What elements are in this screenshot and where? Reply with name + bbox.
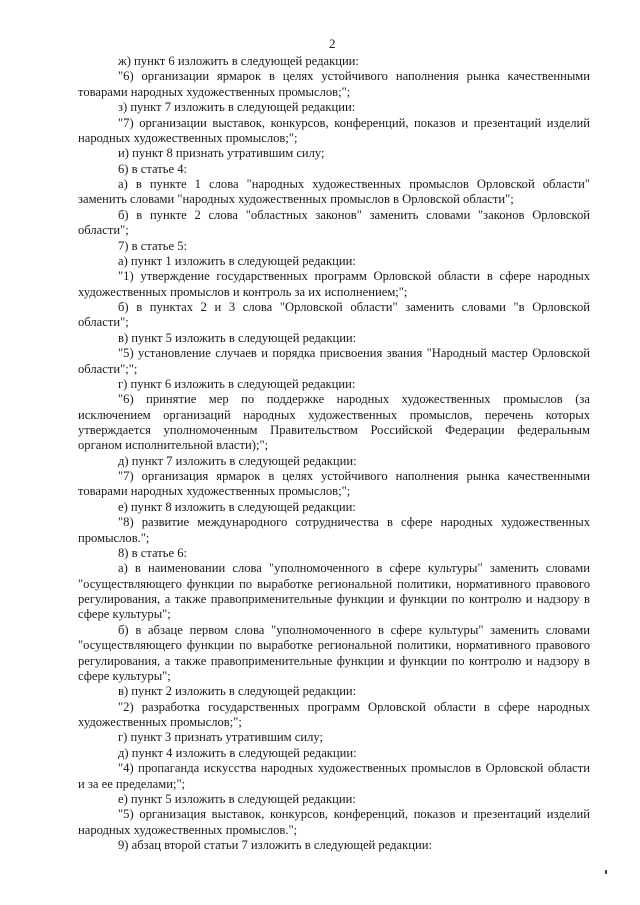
text-line: органом исполнительной власти);"; — [78, 438, 269, 453]
text-line: "7) организации выставок, конкурсов, конференций, показов и презентаций изделий — [118, 115, 590, 130]
text-line: области"; — [78, 223, 129, 238]
text-line: "6) организации ярмарок в целях устойчивого наполнения рынка качественными — [118, 69, 590, 84]
text-line: и за ее пределами;"; — [78, 776, 186, 791]
text-line: ж) пункт 6 изложить в следующей редакции: — [118, 54, 359, 68]
text-line: 7) в статье 5: — [118, 238, 188, 253]
scan-mark — [605, 870, 607, 874]
text-line: в) пункт 5 изложить в следующей редакции: — [118, 330, 357, 345]
text-line: в) пункт 2 изложить в следующей редакции: — [118, 684, 357, 699]
text-line: "5) организация выставок, конкурсов, конференций, показов и презентаций изделий — [118, 807, 590, 822]
page-number: 2 — [329, 36, 336, 51]
text-line: д) пункт 7 изложить в следующей редакции: — [118, 453, 357, 468]
text-line: народных художественных промыслов."; — [78, 822, 298, 837]
text-line: "1) утверждение государственных программ Орловской области в сфере народных — [118, 269, 590, 284]
text-line: а) пункт 1 изложить в следующей редакции: — [118, 253, 356, 268]
text-line: "5) установление случаев и порядка присвоения звания "Народный мастер Орловской — [118, 346, 590, 361]
text-line: "4) пропаганда искусства народных художественных промыслов в Орловской области — [118, 761, 590, 776]
text-line: области";"; — [78, 361, 138, 376]
text-line: регулирования, а также правоприменительные функции и функции по контролю и надзору в — [78, 653, 590, 668]
text-line: а) в наименовании слова "уполномоченного в сфере культуры" заменить словами — [118, 561, 590, 576]
text-line: е) пункт 5 изложить в следующей редакции: — [118, 791, 356, 806]
text-line: "7) организация ярмарок в целях устойчивого наполнения рынка качественными — [118, 469, 590, 484]
text-line: 8) в статье 6: — [118, 545, 188, 560]
text-line: сфере культуры"; — [78, 668, 171, 683]
text-line: народных художественных промыслов;"; — [78, 130, 298, 145]
text-line: исключением организаций народных художественных промыслов, перечень которых — [78, 407, 590, 422]
text-line: промыслов."; — [78, 530, 150, 545]
text-line: товарами народных художественных промыслов;"; — [78, 484, 351, 499]
text-line: "осуществляющего функции по выработке региональной политики, нормативного правового — [78, 638, 590, 653]
text-line: б) в пункте 2 слова "областных законов" заменить словами "законов Орловской — [118, 207, 590, 222]
text-line: з) пункт 7 изложить в следующей редакции: — [118, 100, 356, 115]
text-line: регулирования, а также правоприменительные функции и функции по контролю и надзору в — [78, 592, 590, 606]
text-line: е) пункт 8 изложить в следующей редакции: — [118, 499, 356, 514]
text-line: 6) в статье 4: — [118, 161, 188, 176]
text-line: и) пункт 8 признать утратившим силу; — [118, 146, 325, 161]
text-line: заменить словами "народных художественных промыслов в Орловской области"; — [78, 192, 514, 207]
text-line: д) пункт 4 изложить в следующей редакции: — [118, 745, 357, 760]
text-line: области"; — [78, 315, 129, 330]
text-line: г) пункт 3 признать утратившим силу; — [118, 730, 323, 745]
text-line: художественных промыслов и контроль за их исполнением;"; — [78, 284, 408, 299]
text-line: б) в абзаце первом слова "уполномоченного в сфере культуры" заменить словами — [118, 622, 590, 637]
text-line: товарами народных художественных промыслов;"; — [78, 84, 351, 99]
text-line: "осуществляющего функции по выработке региональной политики, нормативного правового — [78, 576, 590, 591]
text-line: "8) развитие международного сотрудничества в сфере народных художественных — [118, 515, 590, 530]
text-line: б) в пунктах 2 и 3 слова "Орловской области" заменить словами "в Орловской — [118, 300, 590, 314]
text-line: а) в пункте 1 слова "народных художественных промыслов Орловской области" — [118, 177, 590, 191]
text-line: "6) принятие мер по поддержке народных художественных промыслов (за — [118, 392, 590, 407]
text-line: г) пункт 6 изложить в следующей редакции: — [118, 376, 356, 391]
text-line: 9) абзац второй статьи 7 изложить в следующей редакции: — [118, 838, 432, 852]
text-line: художественных промыслов;"; — [78, 715, 242, 729]
text-line: сфере культуры"; — [78, 607, 171, 622]
text-line: "2) разработка государственных программ Орловской области в сфере народных — [118, 699, 590, 714]
text-line: утверждается уполномоченным Правительством Российской Федерации федеральным — [78, 422, 590, 437]
